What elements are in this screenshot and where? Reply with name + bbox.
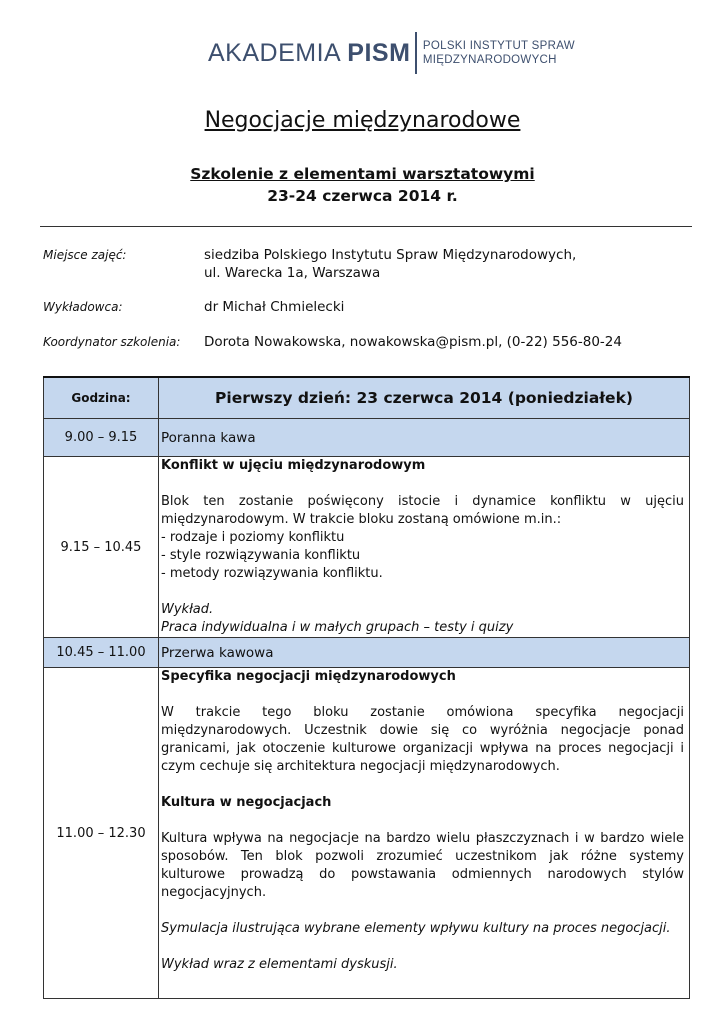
- table-row: [44, 638, 690, 668]
- bullet-item: - style rozwiązywania konfliktu: [161, 548, 361, 563]
- bullet-item: - rodzaje i poziomy konfliktu: [161, 530, 345, 545]
- logo-subtitle: POLSKI INSTYTUT SPRAW MIĘDZYNARODOWYCH: [422, 40, 575, 66]
- subtitle-line-1: Szkolenie z elementami warsztatowymi: [190, 165, 535, 183]
- block-paragraph: W trakcie tego bloku zostanie omówiona specyfika negocjacji międzynarodowych. Uczestnik dowie się co wyróżnia negocjacje ponad granicami, jak otoczenie kulturowe organizacji wpływa na proces negocjacji i czym cechuje się architektura negocjacji międzynarodowych.: [161, 705, 684, 774]
- table-row: [44, 668, 690, 999]
- schedule-table: [43, 376, 690, 999]
- subtitle-line-2: 23-24 czerwca 2014 r.: [267, 187, 458, 205]
- block-note: Wykład wraz z elementami dyskusji.: [161, 957, 398, 972]
- row-content: [159, 668, 690, 999]
- row-time: 10.45 – 11.00: [44, 638, 159, 668]
- coordinator-value: Dorota Nowakowska, nowakowska@pism.pl, (0-22) 556-80-24: [204, 334, 622, 350]
- lecturer-label: Wykładowca:: [43, 300, 123, 314]
- block-title: Konflikt w ujęciu międzynarodowym: [161, 458, 426, 473]
- row-time: 9.15 – 10.45: [44, 457, 159, 638]
- place-line-2: ul. Warecka 1a, Warszawa: [204, 265, 381, 281]
- table-header-row: [44, 377, 690, 419]
- row-text: Poranna kawa: [159, 419, 690, 457]
- place-label: Miejsce zajęć:: [43, 248, 127, 262]
- hour-header: Godzina:: [44, 377, 159, 419]
- document-subtitle: [0, 163, 725, 207]
- lecturer-value: dr Michał Chmielecki: [204, 299, 345, 315]
- logo-divider: [415, 32, 417, 74]
- table-row: [44, 457, 690, 638]
- document-title: Negocjacje międzynarodowe: [204, 108, 521, 133]
- divider: [40, 226, 692, 227]
- row-time: 11.00 – 12.30: [44, 668, 159, 999]
- row-time: 9.00 – 9.15: [44, 419, 159, 457]
- place-line-1: siedziba Polskiego Instytutu Spraw Międzynarodowych,: [204, 247, 577, 263]
- coordinator-label: Koordynator szkolenia:: [43, 335, 181, 349]
- block-note: Wykład.: [161, 602, 214, 617]
- bullet-item: - metody rozwiązywania konfliktu.: [161, 566, 383, 581]
- block-note: Symulacja ilustrująca wybrane elementy wpływu kultury na proces negocjacji.: [161, 921, 671, 936]
- logo-main-text: AKADEMIA PISM: [208, 38, 411, 67]
- row-content: [159, 457, 690, 638]
- block-title: Kultura w negocjacjach: [161, 795, 332, 810]
- block-paragraph: Blok ten zostanie poświęcony istocie i dynamice konfliktu w ujęciu międzynarodowym. W trakcie bloku zostaną omówione m.in.:: [161, 494, 684, 527]
- day-header: Pierwszy dzień: 23 czerwca 2014 (poniedziałek): [159, 377, 690, 419]
- block-note: Praca indywidualna i w małych grupach – testy i quizy: [161, 620, 514, 635]
- pism-logo: [208, 30, 575, 76]
- table-row: [44, 419, 690, 457]
- row-text: Przerwa kawowa: [159, 638, 690, 668]
- block-paragraph: Kultura wpływa na negocjacje na bardzo wielu płaszczyznach i w bardzo wiele sposobów. Ten blok pozwoli zrozumieć uczestnikom jak różne systemy kulturowe prowadzą do powstawania odmiennych narodowych stylów negocjacyjnych.: [161, 831, 684, 900]
- block-title: Specyfika negocjacji międzynarodowych: [161, 669, 456, 684]
